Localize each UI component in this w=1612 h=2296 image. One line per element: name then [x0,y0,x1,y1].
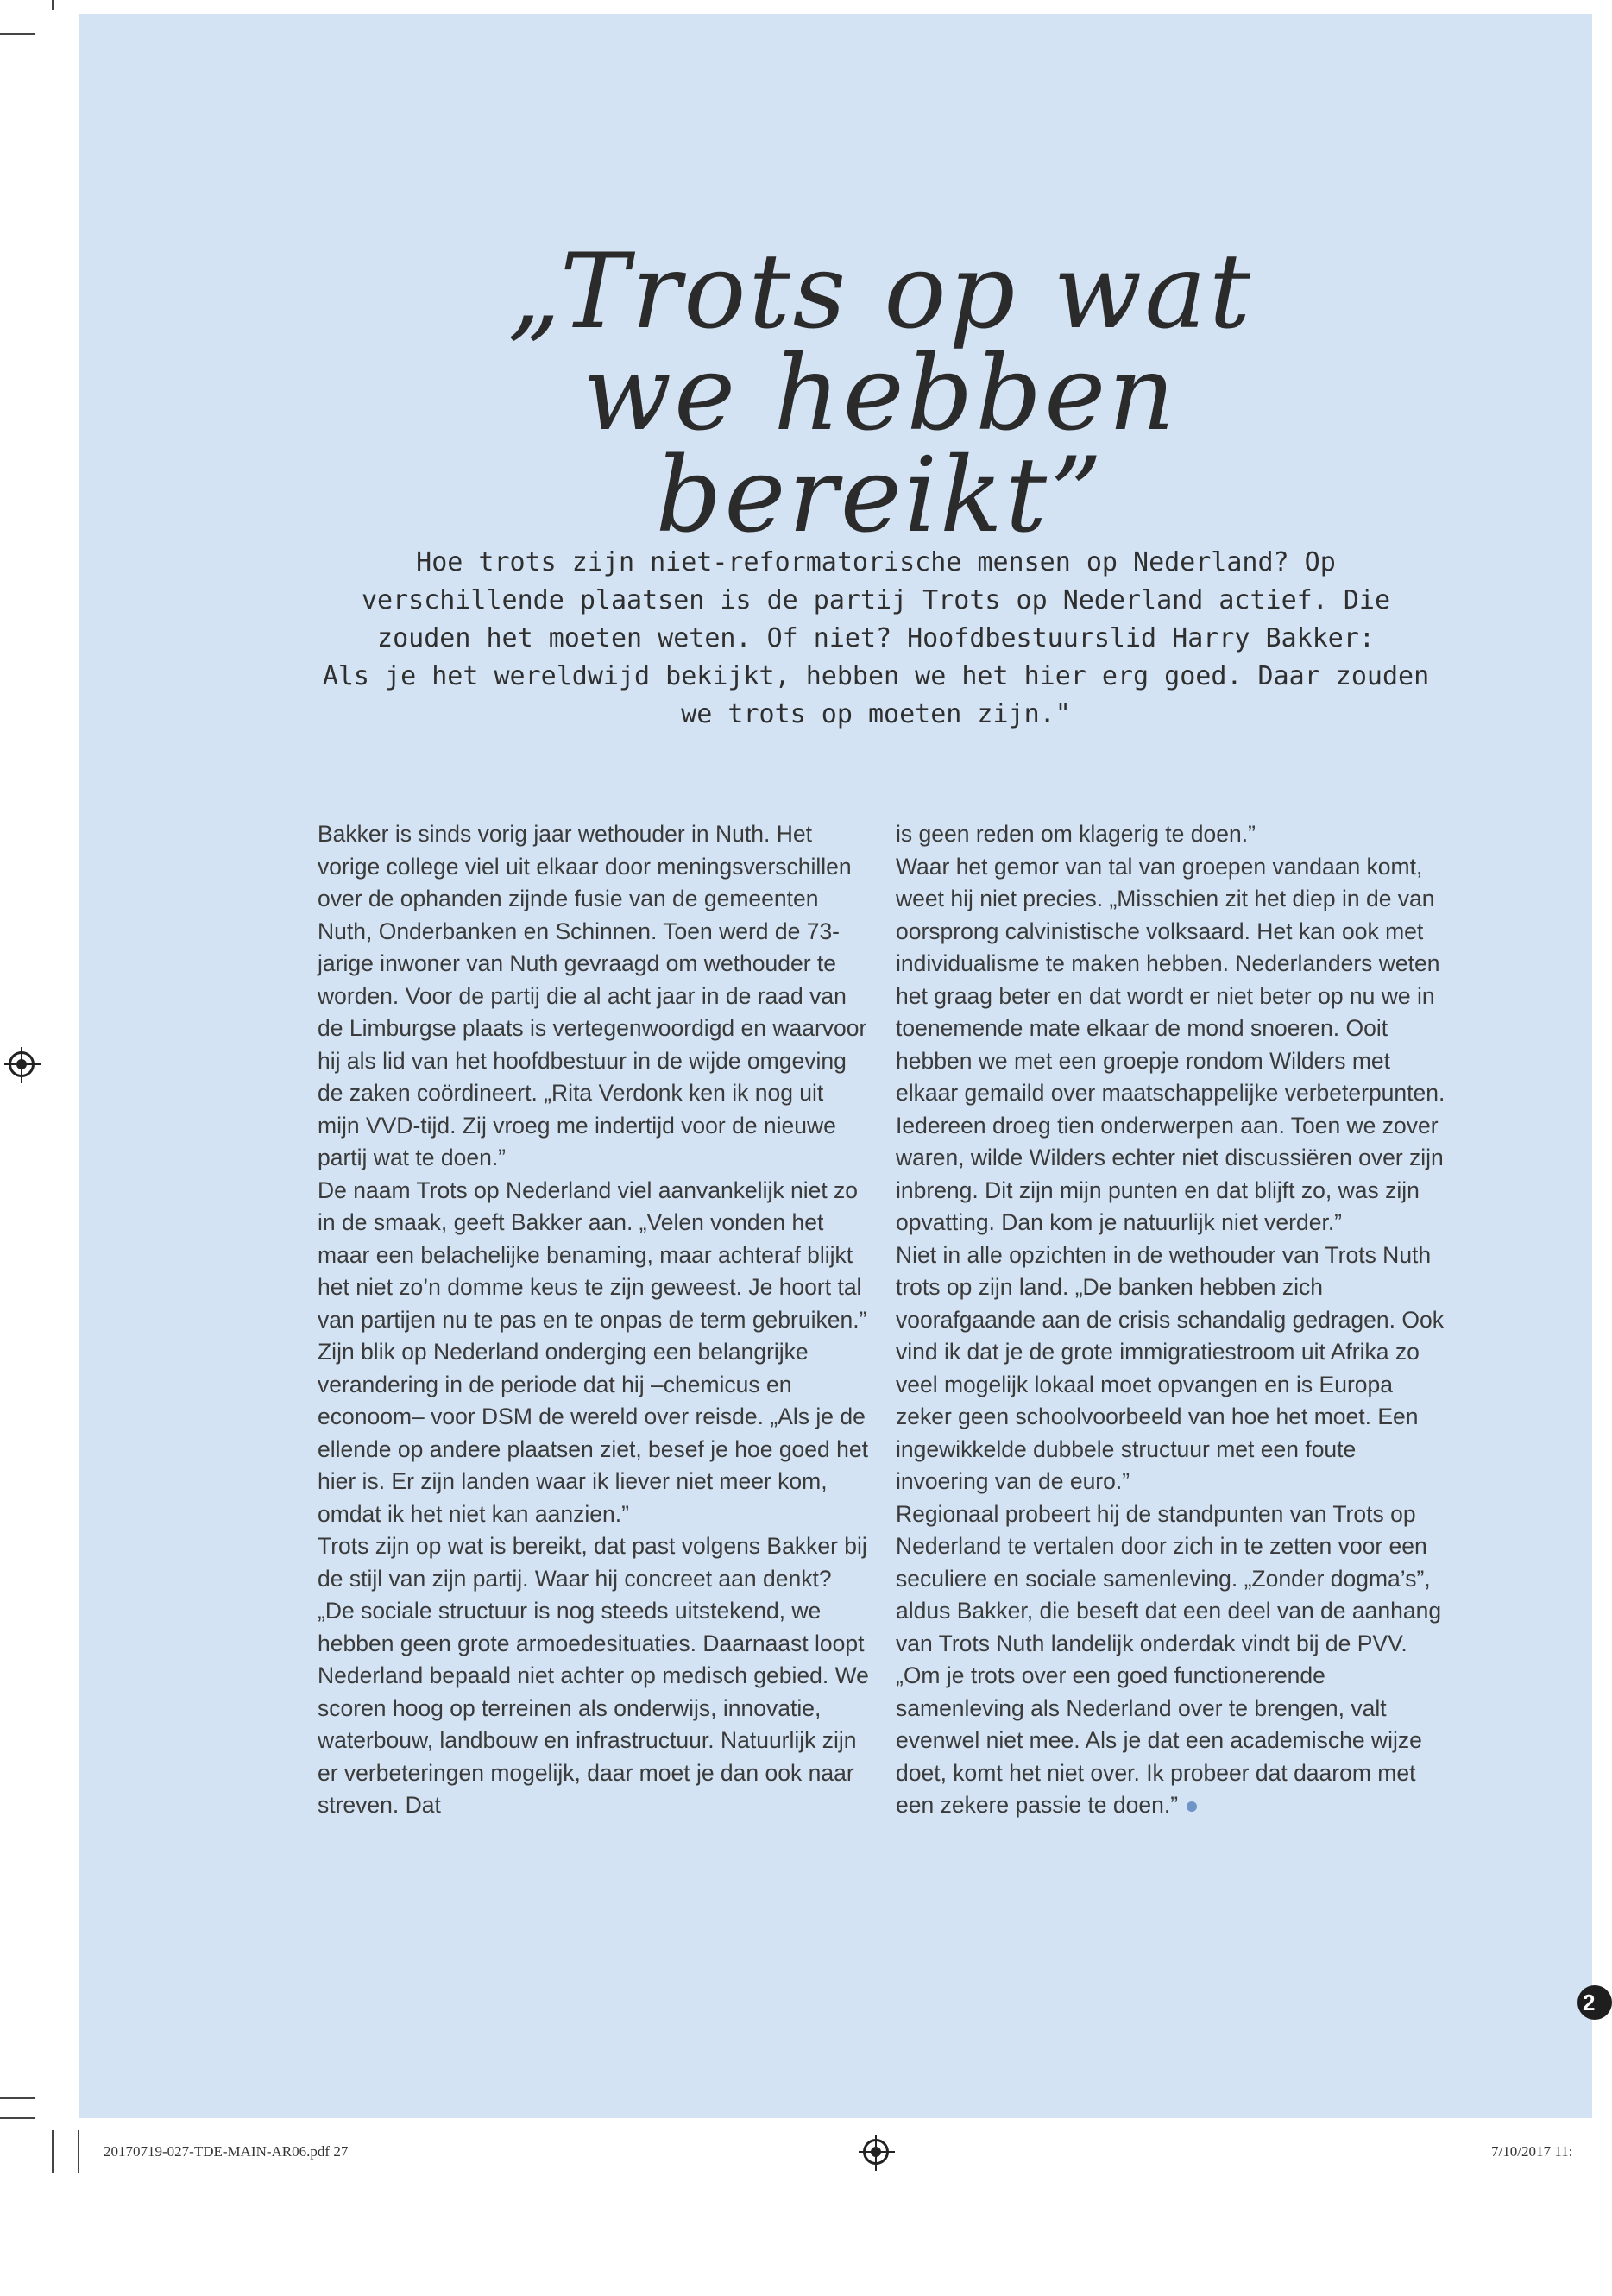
slug-filename: 20170719-027-TDE-MAIN-AR06.pdf [104,2143,331,2160]
body-paragraph: Waar het gemor van tal van groepen vandaan komt, weet hij niet precies. „Misschien zit het diep in de van oorsprong calvinistische volksaard. Het kan ook met individualisme te maken hebben. Nederlanders weten het graag beter en dat wordt er niet beter op nu we in toenemende mate elkaar de mond snoeren. Ooit hebben we met een groepje rondom Wilders met elkaar gemaild over maatschappelijke verbeterpunten. Iedereen droeg tien onderwerpen aan. Toen we zover waren, wilde Wilders echter niet discussiëren over zijn inbreng. Dit zijn mijn punten en dat blijft zo, was zijn opvatting. Dan kom je natuurlijk niet verder.” [896,853,1445,1235]
crop-mark [0,2117,35,2119]
intro-line: we trots op moeten zijn." [681,699,1071,729]
body-paragraph: De naam Trots op Nederland viel aanvankelijk niet zo in de smaak, geeft Bakker aan. „Velen vonden het maar een belachelijke benaming, maar achteraf blijkt het niet zo’n domme keus te zijn geweest. Je hoort tal van partijen nu te pas en te onpas de term gebruiken.” [318,1176,867,1333]
article-intro [311,544,1441,734]
title-line-2: we hebben bereikt” [582,334,1178,556]
slug-file-info [104,2143,348,2160]
body-paragraph: is geen reden om klagerig te doen.” [896,821,1256,847]
body-column-right [896,818,1448,1822]
slug-time: 11: [1554,2143,1573,2160]
crop-mark [78,2130,79,2173]
crop-mark [0,33,35,35]
slug-date: 7/10/2017 [1491,2143,1551,2160]
crop-mark [0,2097,35,2099]
body-paragraph-last [896,1498,1448,1822]
title-line-1: „Trots op wat [507,232,1254,352]
article-title [362,232,1398,556]
intro-line: Hoe trots zijn niet-reformatorische mensen op Nederland? Op [416,547,1336,577]
end-bullet-icon [1187,1801,1197,1812]
intro-line: verschillende plaatsen is de partij Trots op Nederland actief. Die [361,585,1391,615]
body-paragraph-text: Regionaal probeert hij de standpunten van Trots op Nederland te vertalen door zich in te zetten voor een seculiere en sociale samenleving. „Zonder dogma’s”, aldus Bakker, die beseft dat een deel van de aanhang van Trots Nuth landelijk onderdak vindt bij de PVV. „Om je trots over een goed functionerende samenleving als Nederland over te brengen, valt evenwel niet mee. Als je dat een academische wijze doet, komt het niet over. Ik probeer dat daarom met een zekere passie te doen.” [896,1500,1442,1818]
body-paragraph: Zijn blik op Nederland onderging een belangrijke verandering in de periode dat hij –chemicus en econoom– voor DSM de wereld over reisde. „Als je de ellende op andere plaatsen ziet, besef je hoe goed het hier is. Er zijn landen waar ik liever niet meer kom, omdat ik het niet kan aanzien.” [318,1339,868,1527]
slug-date-info [1491,2143,1572,2160]
crop-mark [52,0,54,10]
body-column-left [318,818,870,1822]
body-paragraph: Trots zijn op wat is bereikt, dat past volgens Bakker bij de stijl van zijn partij. Waar hij concreet aan denkt? „De sociale structuur is nog steeds uitstekend, we hebben geen grote armoedesituaties. Daarnaast loopt Nederland bepaald niet achter op medisch gebied. We scoren hoog op terreinen als onderwijs, innovatie, waterbouw, landbouw en infrastructuur. Natuurlijk zijn er verbeteringen mogelijk, daar moet je dan ook naar streven. Dat [318,1533,869,1818]
slug-page: 27 [333,2143,349,2160]
page-number-badge: 2 [1577,1985,1612,2020]
body-paragraph: Bakker is sinds vorig jaar wethouder in Nuth. Het vorige college viel uit elkaar door meningsverschillen over de ophanden zijnde fusie van de gemeenten Nuth, Onderbanken en Schinnen. Toen werd de 73-jarige inwoner van Nuth gevraagd om wethouder te worden. Voor de partij die al acht jaar in de raad van de Limburgse plaats is vertegenwoordigd en waarvoor hij als lid van het hoofdbestuur in de wijde omgeving de zaken coördineert. „Rita Verdonk ken ik nog uit mijn VVD-tijd. Zij vroeg me indertijd voor de nieuwe partij wat te doen.” [318,821,867,1170]
registration-mark-icon [9,1051,35,1077]
intro-line: zouden het moeten weten. Of niet? Hoofdbestuurslid Harry Bakker: [377,623,1375,653]
body-paragraph: Niet in alle opzichten in de wethouder van Trots Nuth trots op zijn land. „De banken hebben zich voorafgaande aan de crisis schandalig gedragen. Ook vind ik dat je de grote immigratiestroom uit Afrika zo veel mogelijk lokaal moet opvangen en is Europa zeker geen schoolvoorbeeld van hoe het moet. Een ingewikkelde dubbele structuur met een foute invoering van de euro.” [896,1241,1444,1494]
intro-line: Als je het wereldwijd bekijkt, hebben we het hier erg goed. Daar zouden [322,661,1430,691]
crop-mark [52,2130,54,2173]
registration-mark-icon [863,2139,889,2165]
